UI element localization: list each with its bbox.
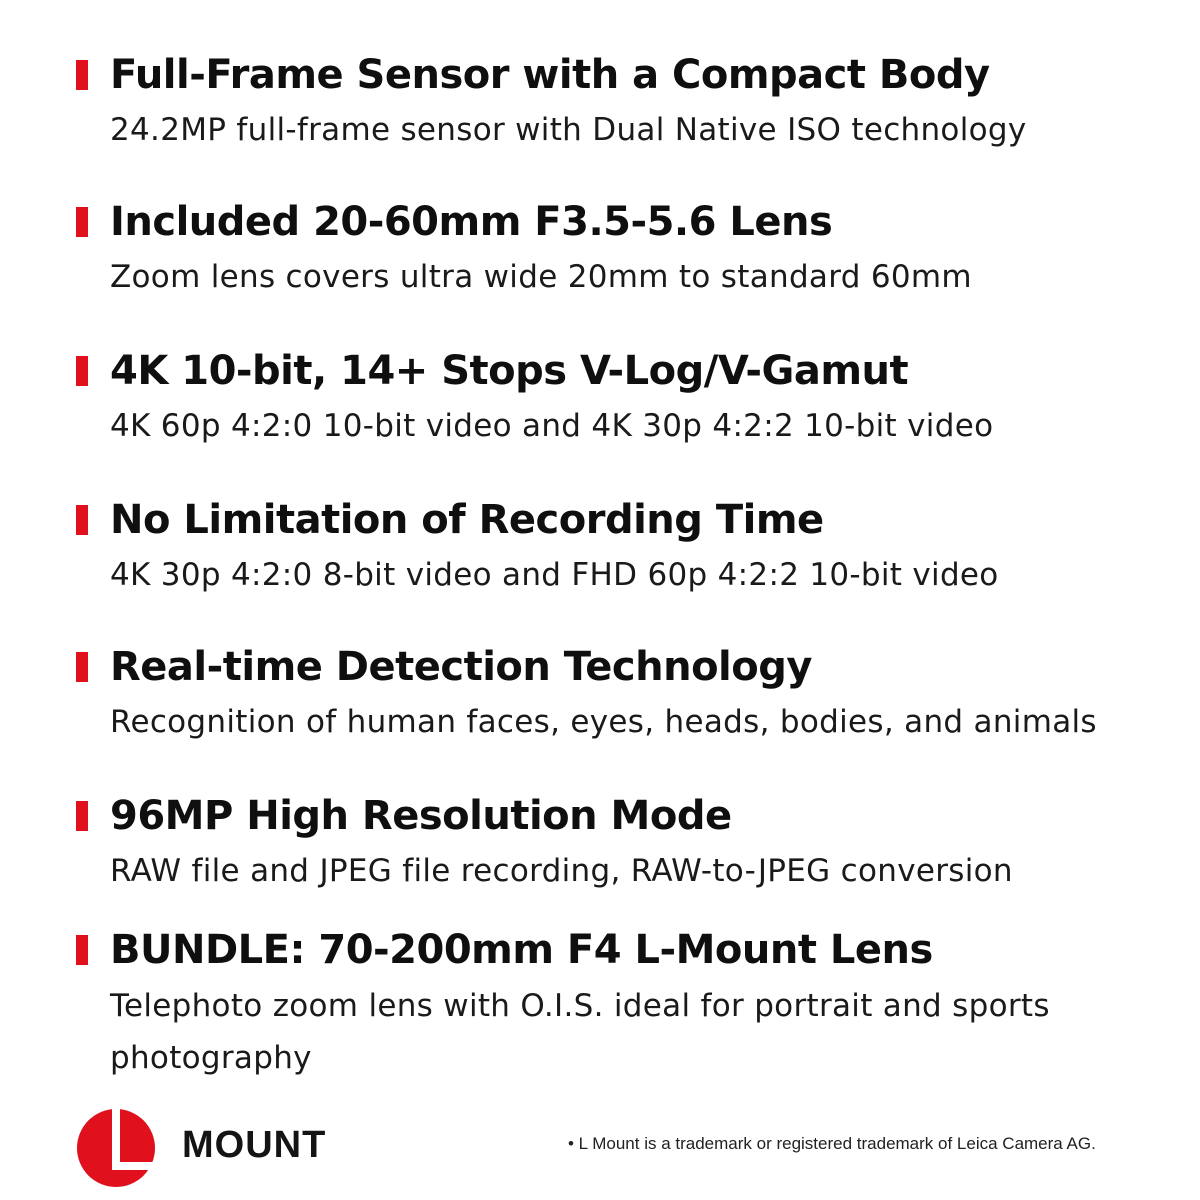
- red-bullet-icon: [76, 356, 88, 386]
- red-bullet-icon: [76, 652, 88, 682]
- red-bullet-icon: [76, 505, 88, 535]
- feature-description: RAW file and JPEG file recording, RAW-to-JPEG conversion: [110, 853, 1013, 889]
- feature-title: BUNDLE: 70-200mm F4 L-Mount Lens: [110, 927, 933, 973]
- trademark-note: • L Mount is a trademark or registered trademark of Leica Camera AG.: [568, 1134, 1096, 1153]
- feature-title: Real-time Detection Technology: [110, 644, 812, 690]
- l-mount-logo-icon: [76, 1108, 156, 1188]
- red-bullet-icon: [76, 60, 88, 90]
- feature-description: Recognition of human faces, eyes, heads, bodies, and animals: [110, 704, 1097, 740]
- feature-title: 96MP High Resolution Mode: [110, 793, 732, 839]
- feature-description: 24.2MP full-frame sensor with Dual Native ISO technology: [110, 112, 1027, 148]
- red-bullet-icon: [76, 207, 88, 237]
- feature-title: 4K 10-bit, 14+ Stops V-Log/V-Gamut: [110, 348, 909, 394]
- feature-description-continued: photography: [110, 1040, 312, 1076]
- feature-description: Zoom lens covers ultra wide 20mm to standard 60mm: [110, 259, 972, 295]
- l-mount-logo-text: MOUNT: [182, 1124, 327, 1166]
- red-bullet-icon: [76, 935, 88, 965]
- feature-description: 4K 30p 4:2:0 8-bit video and FHD 60p 4:2:2 10-bit video: [110, 557, 999, 593]
- feature-title: No Limitation of Recording Time: [110, 497, 824, 543]
- feature-title: Full-Frame Sensor with a Compact Body: [110, 52, 990, 98]
- red-bullet-icon: [76, 801, 88, 831]
- feature-description: Telephoto zoom lens with O.I.S. ideal for portrait and sports: [110, 988, 1050, 1024]
- feature-title: Included 20-60mm F3.5-5.6 Lens: [110, 199, 833, 245]
- feature-description: 4K 60p 4:2:0 10-bit video and 4K 30p 4:2:2 10-bit video: [110, 408, 994, 444]
